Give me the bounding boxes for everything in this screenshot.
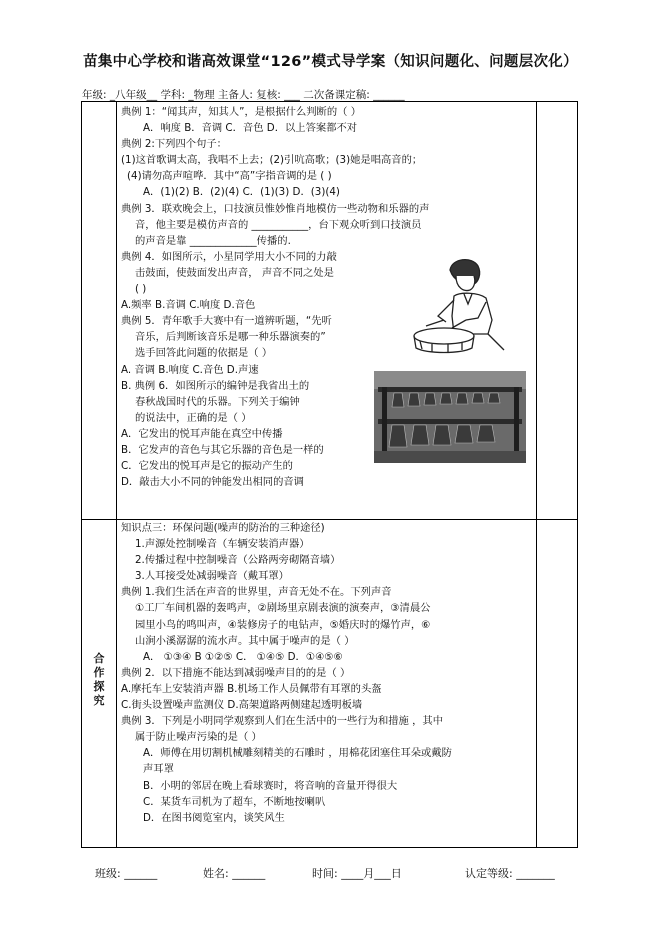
noise-example-1-question: ①工厂车间机器的轰鸣声，②剧场里京剧表演的演奏声，③清晨公 [135, 602, 431, 615]
example-6-question: 春秋战国时代的乐器。下列关于编钟 [135, 395, 300, 408]
footer-class: 班级: ______ [95, 867, 158, 880]
side-label-char: 合 [93, 652, 105, 665]
example-6-option: D．敲击大小不同的钟能发出相同的音调 [121, 476, 304, 489]
noise-example-3-option: A．师傅在用切割机械雕刻精美的石雕时 ，用棉花团塞住耳朵或戴防 [143, 747, 452, 760]
noise-example-2-options: C.街头设置噪声监测仪 D.高架道路两侧建起透明板墙 [121, 699, 363, 712]
example-4-question: ( ) [135, 283, 147, 296]
knowledge-point-item: 2.传播过程中控制噪音（公路两旁砌隔音墙） [135, 554, 341, 567]
example-6-question: B. 典例 6．如图所示的编钟是我省出土的 [121, 379, 310, 392]
example-2-sentences: (4)请勿高声喧哗．其中“高”字指音调的是 ( ) [127, 170, 332, 183]
example-1-options: A．响度 B．音调 C．音色 D．以上答案都不对 [143, 122, 358, 135]
footer-name: 姓名: ______ [203, 867, 266, 880]
left-column-divider [116, 102, 117, 847]
example-2-options: A．(1)(2) B．(2)(4) C．(1)(3) D．(3)(4) [143, 186, 340, 199]
knowledge-point-item: 1.声源处控制噪音（车辆安装消声器） [135, 538, 310, 551]
noise-example-1-question: 山涧小溪潺潺的流水声。其中属于噪声的是（ ） [135, 634, 355, 647]
example-6-option: B．它发声的音色与其它乐器的音色是一样的 [121, 443, 324, 456]
side-label-char: 探 [93, 680, 105, 693]
knowledge-point-item: 3.人耳接受处减弱噪音（戴耳罩） [135, 570, 289, 583]
footer-grade: 认定等级: _______ [465, 867, 555, 880]
noise-example-1-question: 典例 1.我们生活在声音的世界里，声音无处不在。下列声音 [121, 586, 392, 599]
noise-example-3-option: D．在图书阅览室内，谈笑风生 [143, 811, 285, 824]
example-5-options: A. 音调 B.响度 C.音色 D.声速 [121, 363, 259, 376]
example-4-question: 典例 4．如图所示，小星同学用大小不同的力敲 [121, 250, 337, 263]
footer-time: 时间: ____月___日 [312, 867, 402, 880]
example-6-question: 的说法中，正确的是（ ） [135, 411, 252, 424]
noise-example-3-question: 典例 3．下列是小明同学观察到人们在生活中的一些行为和措施 ，其中 [121, 715, 444, 728]
example-3-question: 音，他主要是模仿声音的 ___________，台下观众听到口技演员 [135, 218, 422, 231]
example-3-question: 典例 3．联欢晚会上，口技演员惟妙惟肖地模仿一些动物和乐器的声 [121, 202, 430, 215]
page-title: 苗集中心学校和谐高效课堂“126”模式导学案（知识问题化、问题层次化） [83, 54, 578, 70]
example-5-question: 音乐，后判断该音乐是哪一种乐器演奏的” [135, 331, 326, 344]
noise-example-1-options: A． ①③④ B ①②⑤ C． ①④⑤ D．①④⑤⑥ [143, 650, 343, 663]
example-1-question: 典例 1：“闻其声，知其人”，是根据什么判断的（ ） [121, 106, 361, 118]
example-5-question: 选手回答此问题的依据是（ ） [135, 347, 273, 360]
noise-example-3-question: 属于防止噪声污染的是（ ） [135, 731, 262, 744]
header-meta: 年级: _八年级__ 学科: _物理 主备人: 复核: ___ 二次备课定稿: ______ [82, 89, 405, 101]
side-label-char: 究 [93, 694, 105, 707]
side-label-char: 作 [93, 666, 105, 679]
example-2-question: 典例 2:下列四个句子： [121, 138, 227, 151]
example-2-sentences: (1)这首歌调太高，我唱不上去；(2)引吭高歌；(3)她是唱高音的； [121, 154, 423, 167]
noise-example-1-question: 园里小鸟的鸣叫声，④装修房子的电钻声，⑤婚庆时的爆竹声，⑥ [135, 618, 431, 631]
knowledge-point-heading: 知识点三：环保问题(噪声的防治的三种途径) [121, 522, 325, 534]
drum-player-illustration [408, 256, 510, 354]
noise-example-2-options: A.摩托车上安装消声器 B.机场工作人员佩带有耳罩的头盔 [121, 682, 382, 695]
noise-example-2-question: 典例 2．以下措施不能达到减弱噪声目的的是（ ） [121, 666, 351, 679]
side-label-cooperative-inquiry [82, 652, 116, 708]
noise-example-3-option: C．某货车司机为了超车，不断地按喇叭 [143, 795, 326, 808]
right-column-divider [536, 102, 537, 847]
example-6-option: C．它发出的悦耳声是它的振动产生的 [121, 460, 293, 473]
example-3-question: 的声音是靠 _____________传播的. [135, 234, 291, 247]
example-4-options: A.频率 B.音调 C.响度 D.音色 [121, 299, 256, 312]
bianzhong-bells-photo [374, 371, 526, 463]
example-4-question: 击鼓面，使鼓面发出声音， 声音不同之处是 [135, 266, 334, 279]
noise-example-3-option: 声耳罩 [143, 763, 174, 776]
section-noise-control [121, 520, 533, 826]
example-6-option: A．它发出的悦耳声能在真空中传播 [121, 427, 283, 440]
noise-example-3-option: B．小明的邻居在晚上看球赛时，将音响的音量开得很大 [143, 779, 398, 792]
example-5-question: 典例 5．青年歌手大赛中有一道辨听题，“先听 [121, 315, 332, 328]
